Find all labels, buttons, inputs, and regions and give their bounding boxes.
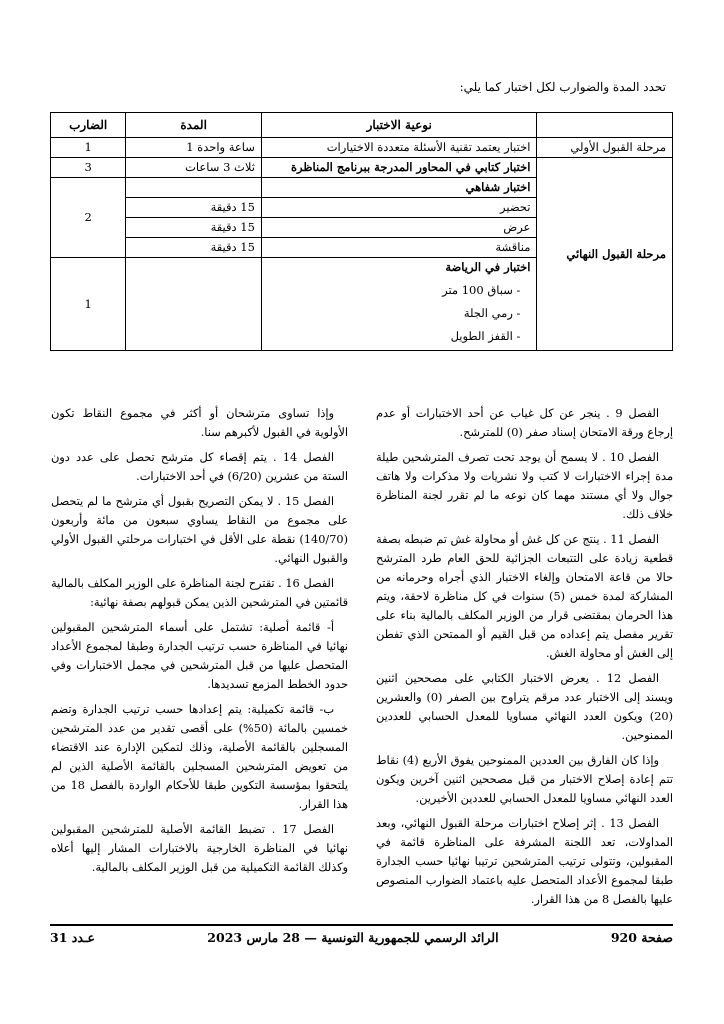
duration-oral-empty	[126, 178, 262, 198]
sport-item: - رمي الجلة	[463, 306, 521, 320]
coef-oral: 2	[51, 178, 126, 258]
oral-item-duration: 15 دقيقة	[126, 198, 262, 218]
sport-item: - سباق 100 متر	[442, 283, 521, 297]
duration-sport-empty	[126, 258, 262, 351]
paragraph: أ- قائمة أصلية: تشتمل على أسماء المترشحين المقبولين نهائيا في المناظرة حسب ترتيب الجدارة وطبقا لمجموع الأعداد المتحصل عليها من قبل المترشحين في مجمل الاختبارات وفي حدود الخطط المزمع تسديدها.	[51, 621, 348, 691]
coef-mcq: 1	[51, 138, 126, 158]
paragraph: الفصل 15 . لا يمكن التصريح بقبول أي مترشح ما لم يتحصل على مجموع من النقاط يساوي سبعون من مائة وأربعون (140/70) نقطة على الأقل في اختبارات مرحلتي القبول الأولي والقبول النهائي.	[51, 495, 348, 565]
left-column	[51, 404, 348, 919]
oral-item-label: عرض	[261, 218, 536, 238]
header-coef: الضارب	[51, 113, 126, 138]
type-oral-title: اختبار شفاهي	[261, 178, 536, 198]
issue-number: عـدد 31	[50, 930, 96, 945]
paragraph: الفصل 10 . لا يسمح أن يوجد تحت تصرف المترشحين طيلة مدة إجراء الاختبارات لا كتب ولا نشريات ولا مذكرات ولا هاتف جوال ولا أي مستند مهما كان نوعه ما لم تقرر لجنة المناظرة خلاف ذلك.	[376, 451, 673, 521]
paragraph: الفصل 11 . ينتج عن كل غش أو محاولة غش تم ضبطه بصفة قطعية زيادة على التتبعات الجزائية للحق العام طرد المترشح حالا من قاعة الامتحان وإلغاء الاختبار الذي أجراه وحرمانه من المشاركة لمدة خمس (5) سنوات في كل مناظرة لاحقة، ويتم هذا الحرمان بمقتضى قرار من الوزير المكلف بالمالية بناء على تقرير مفصل يتم إعداده من قبل القيم أو الممتحن الذي تفطن إلى الغش أو محاولة الغش.	[376, 533, 673, 660]
coef-written: 3	[51, 158, 126, 178]
journal-title: الرائد الرسمي للجمهورية التونسية — 28 مارس 2023	[207, 930, 499, 945]
header-type: نوعية الاختبار	[261, 113, 536, 138]
paragraph: وإذا كان الفارق بين العددين الممنوحين يفوق الأربع (4) نقاط تتم إعادة إصلاح الاختبار من قبل مصححين اثنين آخرين ويكون العدد النهائي مساويا للمعدل الحسابي للعددين الأخيرين.	[376, 754, 673, 805]
footer-divider	[50, 924, 673, 926]
oral-item-duration: 15 دقيقة	[126, 238, 262, 258]
type-written: اختبار كتابي في المحاور المدرجة ببرنامج المناظرة	[261, 158, 536, 178]
right-column	[376, 404, 673, 919]
stage-final: مرحلة القبول النهائي	[537, 158, 673, 351]
paragraph: الفصل 12 . يعرض الاختبار الكتابي على مصححين اثنين ويسند إلى الاختبار عدد مرقم يتراوح بين الصفر (0) والعشرين (20) ويكون العدد النهائي مساويا للمعدل الحسابي للعددين الممنوحين.	[376, 672, 674, 742]
table-header-row	[51, 113, 673, 138]
type-sport	[261, 258, 536, 351]
oral-item-label: مناقشة	[261, 238, 536, 258]
coef-sport: 1	[51, 258, 126, 351]
sport-item: - القفز الطويل	[450, 329, 521, 343]
duration-written: ثلاث 3 ساعات	[126, 158, 262, 178]
paragraph: وإذا تساوى مترشحان أو أكثر في مجموع النقاط تكون الأولوية في القبول لأكبرهم سنا.	[51, 407, 348, 439]
paragraph: الفصل 16 . تقترح لجنة المناظرة على الوزير المكلف بالمالية قائمتين في المترشحين الذين يمكن قبولهم بصفة نهائية:	[51, 577, 348, 609]
stage-initial: مرحلة القبول الأولي	[537, 138, 673, 158]
oral-item-duration: 15 دقيقة	[126, 218, 262, 238]
type-mcq: اختبار يعتمد تقنية الأسئلة متعددة الاختيارات	[261, 138, 536, 158]
paragraph: الفصل 14 . يتم إقصاء كل مترشح تحصل على عدد دون الستة من عشرين (6/20) في أحد الاختبارات.	[51, 451, 348, 483]
page-footer	[50, 930, 673, 950]
header-stage	[537, 113, 673, 138]
table-row	[51, 158, 673, 178]
exam-table	[50, 112, 673, 351]
text-columns	[50, 404, 673, 919]
duration-mcq: ساعة واحدة 1	[126, 138, 262, 158]
paragraph: ب- قائمة تكميلية: يتم إعدادها حسب ترتيب الجدارة وتضم خمسين بالمائة (50%) على أقصى تقدير من عدد المترشحين المسجلين بالقائمة الأصلية، وذلك لتمكين الإدارة عند الاقتضاء من تعويض المترشحين المسجلين بالقائمة الأصلية الذين لم يلتحقوا بمؤسسة التكوين طبقا للأحكام الواردة بالفصل 18 من هذا القرار.	[51, 703, 348, 811]
paragraph: الفصل 13 . إثر إصلاح اختبارات مرحلة القبول النهائي، وبعد المداولات، تعد اللجنة المشرفة على المناظرة قائمة في المقبولين، وتتولى ترتيب المترشحين ترتيبا نهائيا حسب الجدارة طبقا لمجموع الأعداد المتحصل عليه باعتماد الضوارب المنصوص عليها بالفصل 8 من هذا القرار.	[376, 817, 673, 906]
sport-title: اختبار في الرياضة	[445, 260, 531, 274]
intro-text: تحدد المدة والضوارب لكل اختبار كما يلي:	[459, 80, 666, 94]
page-number: صفحة 920	[610, 930, 673, 945]
oral-item-label: تحضير	[261, 198, 536, 218]
paragraph: الفصل 9 . ينجر عن كل غياب عن أحد الاختبارات أو عدم إرجاع ورقة الامتحان إسناد صفر (0) للمترشح.	[376, 407, 673, 439]
header-duration: المدة	[126, 113, 262, 138]
paragraph: الفصل 17 . تضبط القائمة الأصلية للمترشحين المقبولين نهائيا في المناظرة الخارجية بالاختبارات المشار إليها أعلاه وكذلك القائمة التكميلية من قبل الوزير المكلف بالمالية.	[51, 823, 348, 874]
table-row	[51, 138, 673, 158]
